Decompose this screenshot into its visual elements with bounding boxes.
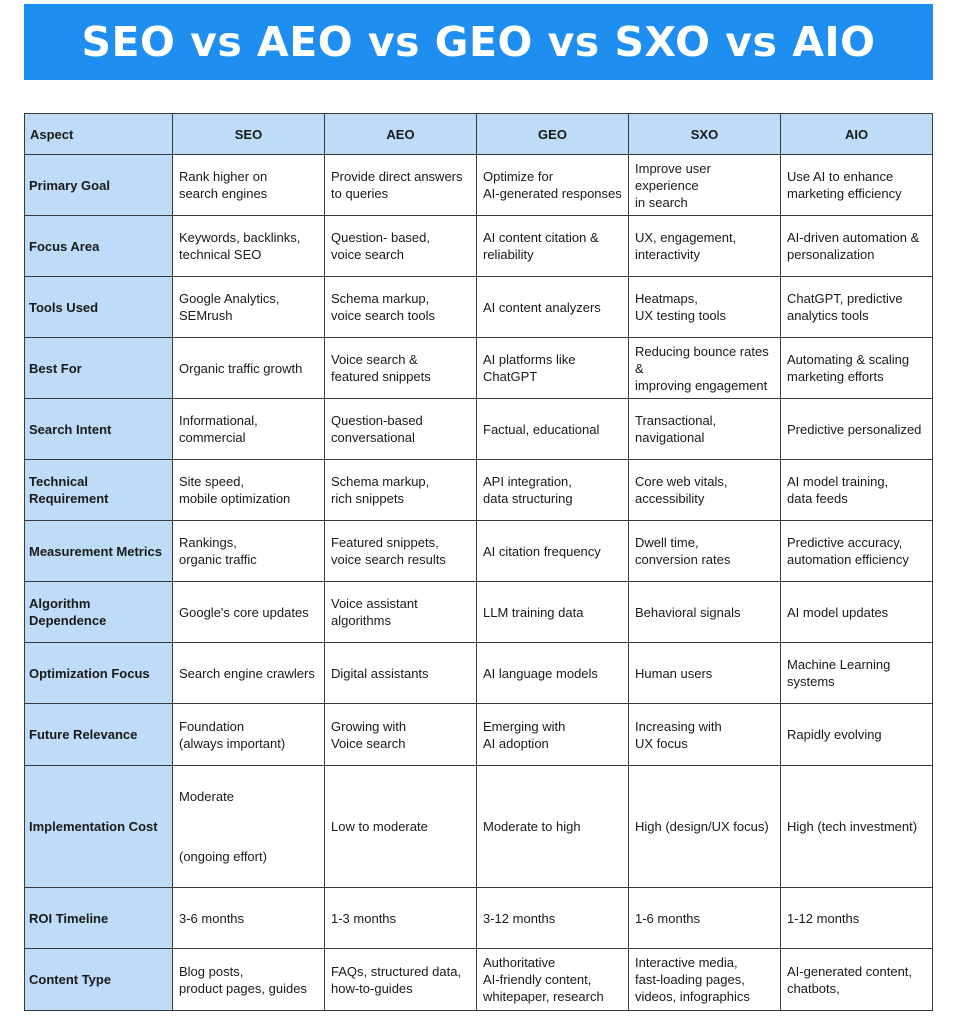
cell-aio: Use AI to enhance marketing efficiency [781, 155, 933, 216]
cell-aeo: Schema markup, rich snippets [325, 460, 477, 521]
cell-sxo: Interactive media, fast-loading pages, videos, infographics [629, 949, 781, 1011]
cell-aio: Machine Learning systems [781, 643, 933, 704]
cell-aio: Automating & scaling marketing efforts [781, 338, 933, 399]
row-label: ROI Timeline [25, 888, 173, 949]
cell-aio: Predictive accuracy, automation efficiency [781, 521, 933, 582]
cell-geo: AI content analyzers [477, 277, 629, 338]
cell-seo: Keywords, backlinks, technical SEO [173, 216, 325, 277]
cell-seo: Organic traffic growth [173, 338, 325, 399]
row-label: Implementation Cost [25, 766, 173, 888]
cell-sxo: Transactional, navigational [629, 399, 781, 460]
header-aspect: Aspect [25, 114, 173, 155]
table-row [25, 277, 933, 338]
cell-sxo: Core web vitals, accessibility [629, 460, 781, 521]
cell-aio: 1-12 months [781, 888, 933, 949]
cell-aio: AI-generated content, chatbots, [781, 949, 933, 1011]
cell-geo: AI platforms like ChatGPT [477, 338, 629, 399]
cell-geo: API integration, data structuring [477, 460, 629, 521]
table-row [25, 643, 933, 704]
cell-seo: Rankings, organic traffic [173, 521, 325, 582]
cell-aeo: Voice search & featured snippets [325, 338, 477, 399]
cell-sxo: Heatmaps, UX testing tools [629, 277, 781, 338]
cell-aeo: Digital assistants [325, 643, 477, 704]
row-label: Algorithm Dependence [25, 582, 173, 643]
cell-aio: AI-driven automation & personalization [781, 216, 933, 277]
row-label: Focus Area [25, 216, 173, 277]
table-row [25, 521, 933, 582]
cell-sxo: Behavioral signals [629, 582, 781, 643]
row-label: Best For [25, 338, 173, 399]
cell-sxo: Improve user experience in search [629, 155, 781, 216]
cell-geo: Moderate to high [477, 766, 629, 888]
cell-aeo: 1-3 months [325, 888, 477, 949]
header-geo: GEO [477, 114, 629, 155]
cell-aio: AI model updates [781, 582, 933, 643]
table-row [25, 399, 933, 460]
cell-aeo: Voice assistant algorithms [325, 582, 477, 643]
header-sxo: SXO [629, 114, 781, 155]
cell-seo: Site speed, mobile optimization [173, 460, 325, 521]
cell-aeo: Featured snippets, voice search results [325, 521, 477, 582]
cell-geo: Factual, educational [477, 399, 629, 460]
row-label: Technical Requirement [25, 460, 173, 521]
row-label: Measurement Metrics [25, 521, 173, 582]
table-row [25, 582, 933, 643]
cell-geo: LLM training data [477, 582, 629, 643]
cell-geo: AI citation frequency [477, 521, 629, 582]
cell-aeo: Question- based, voice search [325, 216, 477, 277]
table-row [25, 338, 933, 399]
cell-aeo: Provide direct answers to queries [325, 155, 477, 216]
cell-seo [173, 766, 325, 888]
cell-aio: ChatGPT, predictive analytics tools [781, 277, 933, 338]
cell-geo: Authoritative AI-friendly content, whitepaper, research [477, 949, 629, 1011]
cell-sxo: UX, engagement, interactivity [629, 216, 781, 277]
cell-seo: Rank higher on search engines [173, 155, 325, 216]
header-aeo: AEO [325, 114, 477, 155]
cell-geo: Emerging with AI adoption [477, 704, 629, 766]
spacer [179, 805, 318, 848]
cell-seo: Blog posts, product pages, guides [173, 949, 325, 1011]
header-row [25, 114, 933, 155]
cell-aeo: FAQs, structured data, how-to-guides [325, 949, 477, 1011]
cell-aeo: Growing with Voice search [325, 704, 477, 766]
cell-geo: AI content citation & reliability [477, 216, 629, 277]
cell-aeo: Low to moderate [325, 766, 477, 888]
cell-seo: Search engine crawlers [173, 643, 325, 704]
cell-sxo: Increasing with UX focus [629, 704, 781, 766]
cell-seo: Foundation (always important) [173, 704, 325, 766]
cell-sxo: Dwell time, conversion rates [629, 521, 781, 582]
row-label: Search Intent [25, 399, 173, 460]
table-row [25, 155, 933, 216]
title-banner [24, 4, 933, 80]
cell-aio: AI model training, data feeds [781, 460, 933, 521]
row-label: Content Type [25, 949, 173, 1011]
cell-aeo: Question-based conversational [325, 399, 477, 460]
cell-note: (ongoing effort) [179, 849, 267, 864]
row-label: Primary Goal [25, 155, 173, 216]
cell-geo: AI language models [477, 643, 629, 704]
table-row [25, 460, 933, 521]
cell-aio: Rapidly evolving [781, 704, 933, 766]
cell-geo: 3-12 months [477, 888, 629, 949]
cell-sxo: Human users [629, 643, 781, 704]
cell-seo: 3-6 months [173, 888, 325, 949]
row-label: Optimization Focus [25, 643, 173, 704]
header-seo: SEO [173, 114, 325, 155]
cell-text: Moderate [179, 789, 234, 804]
row-label: Tools Used [25, 277, 173, 338]
cell-sxo: High (design/UX focus) [629, 766, 781, 888]
cell-seo: Informational, commercial [173, 399, 325, 460]
cell-aio: High (tech investment) [781, 766, 933, 888]
cell-seo: Google's core updates [173, 582, 325, 643]
header-aio: AIO [781, 114, 933, 155]
page-title: SEO vs AEO vs GEO vs SXO vs AIO [81, 18, 876, 66]
table-row [25, 704, 933, 766]
table-row [25, 888, 933, 949]
table-row [25, 766, 933, 888]
cell-geo: Optimize for AI-generated responses [477, 155, 629, 216]
cell-sxo: 1-6 months [629, 888, 781, 949]
cell-aeo: Schema markup, voice search tools [325, 277, 477, 338]
table-row [25, 949, 933, 1011]
comparison-table [24, 113, 933, 1011]
cell-aio: Predictive personalized [781, 399, 933, 460]
table-row [25, 216, 933, 277]
cell-sxo: Reducing bounce rates & improving engagement [629, 338, 781, 399]
row-label: Future Relevance [25, 704, 173, 766]
cell-seo: Google Analytics, SEMrush [173, 277, 325, 338]
